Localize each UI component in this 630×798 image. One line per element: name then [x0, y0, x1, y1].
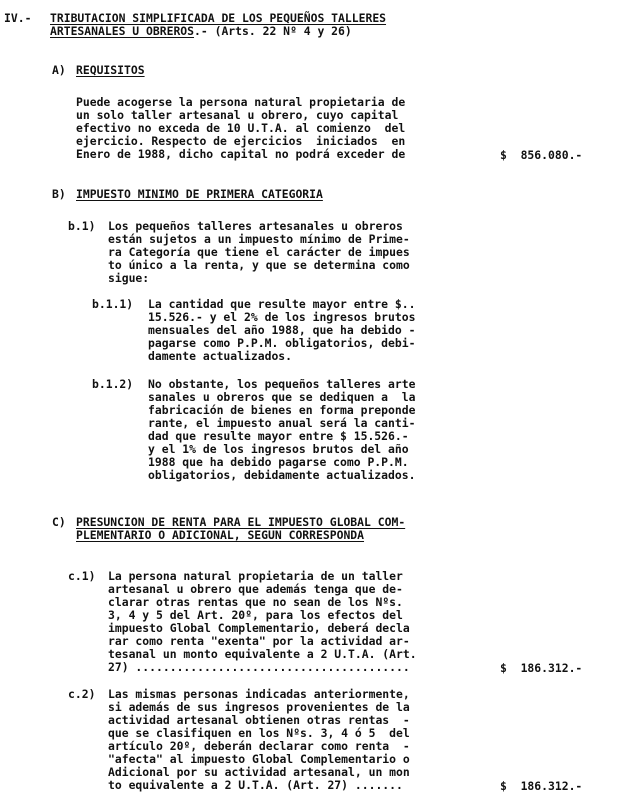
b11-label: b.1.1) [92, 297, 134, 311]
b12-line: y el 1% de los ingresos brutos del año [148, 442, 409, 456]
a-line: un solo taller artesanal u obrero, cuyo capital [76, 108, 399, 122]
b11-line: 15.526.- y el 2% de los ingresos brutos [148, 310, 416, 324]
c2-amount: $ 186.312.- [500, 779, 583, 793]
c2-label: c.2) [68, 687, 96, 701]
c2-line: to equivalente a 2 U.T.A. (Art. 27) ....... [108, 778, 403, 792]
section-c-heading-1: PRESUNCION DE RENTA PARA EL IMPUESTO GLOBAL COM- [76, 515, 406, 529]
c2-line: artículo 20º, deberán declarar como renta - [108, 739, 410, 753]
c1-line: artesanal u obrero que además tenga que de- [108, 582, 403, 596]
section-c-heading-2: PLEMENTARIO O ADICIONAL, SEGUN CORRESPONDA [76, 528, 365, 542]
section-number: IV.- [4, 11, 32, 25]
a-line: Puede acogerse la persona natural propietaria de [76, 95, 406, 109]
title-line-1: TRIBUTACION SIMPLIFICADA DE LOS PEQUEÑOS TALLERES [50, 11, 387, 25]
section-b-heading: IMPUESTO MINIMO DE PRIMERA CATEGORIA [76, 187, 323, 201]
b11-line: damente actualizados. [148, 349, 293, 363]
title-line-2-rest: .- (Arts. 22 Nº 4 y 26) [194, 24, 352, 38]
c1-label: c.1) [68, 569, 96, 583]
b12-line: obligatorios, debidamente actualizados. [148, 468, 416, 482]
c2-line: actividad artesanal obtienen otras rentas - [108, 713, 410, 727]
a-line: efectivo no exceda de 10 U.T.A. al comienzo del [76, 121, 406, 135]
title-line-2 [50, 25, 352, 38]
a-amount: $ 856.080.- [500, 148, 583, 162]
c1-amount: $ 186.312.- [500, 661, 583, 675]
c1-line: La persona natural propietaria de un taller [108, 569, 403, 583]
b1-line: están sujetos a un impuesto mínimo de Prime- [108, 232, 410, 246]
c1-line: 3, 4 y 5 del Art. 20º, para los efectos del [108, 608, 403, 622]
b1-label: b.1) [68, 219, 96, 233]
c1-line: rar como renta "exenta" por la actividad ar- [108, 634, 410, 648]
a-line: Enero de 1988, dicho capital no podrá exceder de [76, 147, 406, 161]
b12-label: b.1.2) [92, 377, 134, 391]
title-line-2-underlined: ARTESANALES U OBREROS [50, 24, 195, 38]
c1-line: impuesto Global Complementario, deberá decla [108, 621, 410, 635]
b12-line: 1988 que ha debido pagarse como P.P.M. [148, 455, 409, 469]
c1-line: tesanal un monto equivalente a 2 U.T.A. (Art. [108, 647, 417, 661]
c1-line: clarar otras rentas que no sean de los Nºs. [108, 595, 403, 609]
c2-line: que se clasifiquen en los Nºs. 3, 4 ó 5 del [108, 726, 410, 740]
c2-line: Las mismas personas indicadas anteriormente, [108, 687, 410, 701]
b11-line: pagarse como P.P.M. obligatorios, debi- [148, 336, 416, 350]
b12-line: dad que resulte mayor entre $ 15.526.- [148, 429, 409, 443]
b11-line: La cantidad que resulte mayor entre $.. [148, 297, 416, 311]
section-b-letter: B) [52, 187, 66, 201]
b12-line: No obstante, los pequeños talleres arte [148, 377, 416, 391]
b11-line: mensuales del año 1988, que ha debido - [148, 323, 416, 337]
section-a-heading: REQUISITOS [76, 63, 145, 77]
c1-line: 27) ........................................ [108, 660, 410, 674]
c2-line: Adicional por su actividad artesanal, un mon [108, 765, 410, 779]
c2-line: "afecta" al impuesto Global Complementario o [108, 752, 410, 766]
b1-line: sigue: [108, 271, 150, 285]
c2-line: si además de sus ingresos provenientes de la [108, 700, 410, 714]
b12-line: rante, el impuesto anual será la canti- [148, 416, 416, 430]
section-a-letter: A) [52, 63, 66, 77]
a-line: ejercicio. Respecto de ejercicios iniciados en [76, 134, 406, 148]
b1-line: to único a la renta, y que se determina como [108, 258, 410, 272]
b1-line: ra Categoría que tiene el carácter de impues [108, 245, 410, 259]
b12-line: fabricación de bienes en forma preponde [148, 403, 416, 417]
b1-line: Los pequeños talleres artesanales u obreros [108, 219, 403, 233]
section-c-letter: C) [52, 515, 66, 529]
b12-line: sanales u obreros que se dediquen a la [148, 390, 416, 404]
